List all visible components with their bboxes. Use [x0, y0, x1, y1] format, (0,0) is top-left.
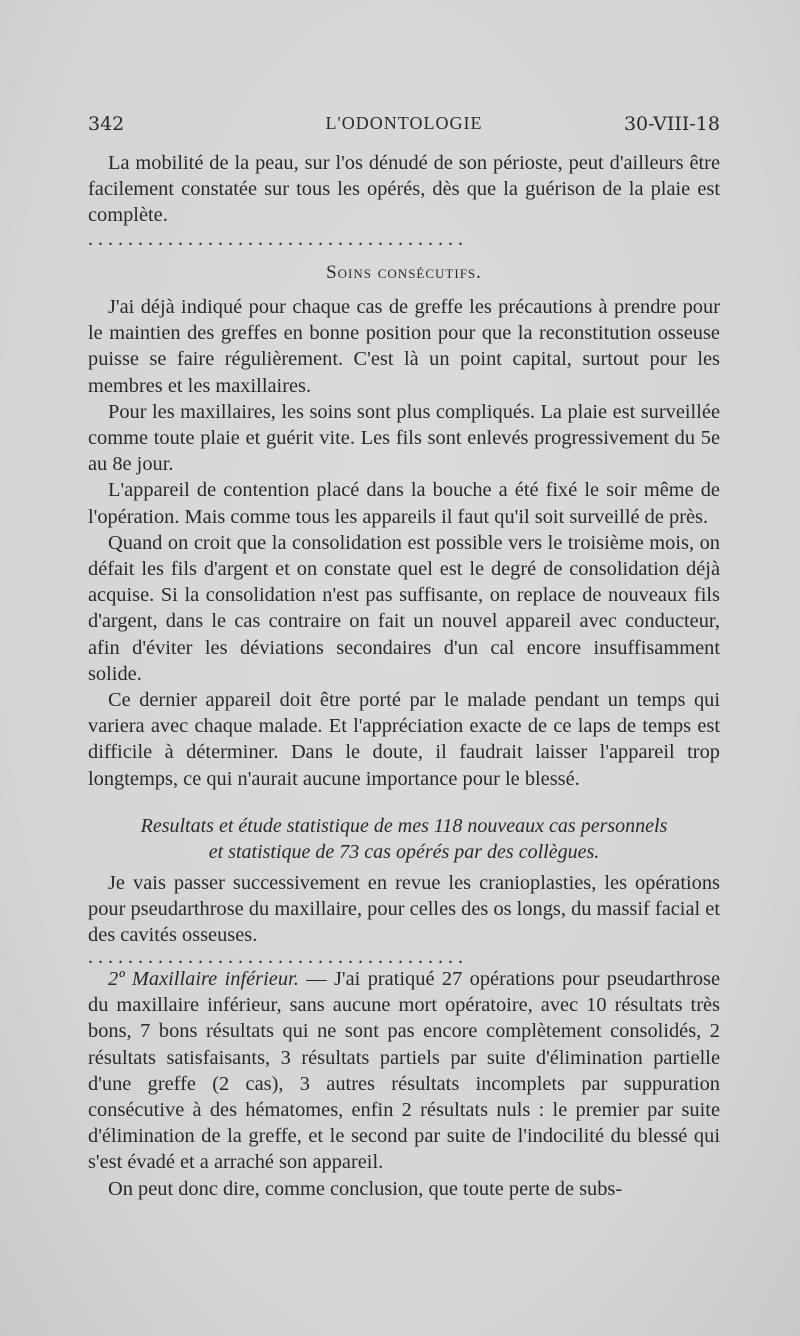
issue-date: 30-VIII-18 — [623, 113, 720, 135]
maxillaire-paragraph — [88, 966, 720, 1176]
results-block — [88, 870, 720, 949]
soins-paragraph-5: Ce dernier appareil doit être porté par le malade pendant un temps qui variera avec chaque malade. Et l'appréciation exacte de ce laps de temps est difficile à déterminer. Dans le doute, il faudrait laisser l'appareil trop longtemps, ce qui n'aurait aucune importance pour le blessé. — [88, 689, 720, 790]
results-title-line-2: et statistique de 73 cas opérés par des collègues. — [208, 841, 600, 863]
intro-paragraph: La mobilité de la peau, sur l'os dénudé de son périoste, peut d'ailleurs être facilement constatée sur tous les opérés, dès que la guérison de la plaie est complète. — [88, 152, 720, 227]
page-header — [88, 113, 720, 143]
maxillaire-text: — J'ai pratiqué 27 opérations pour pseudarthrose du maxillaire inférieur, sans aucune mort opératoire, avec 10 résultats très bons, 7 bons résultats qui ne sont pas encore complètement consolidés, 2 résultats satisfaisants, 3 résultats partiels par suite d'élimination partielle d'une greffe (2 cas), 3 autres résultats incomplets par suppuration consécutive à des hématomes, enfin 2 résultats nuls : le premier par suite d'élimination de la greffe, et le second par suite de l'indocilité du blessé qui s'est évadé et a arraché son appareil. — [88, 968, 720, 1174]
conclusion-paragraph: On peut donc dire, comme conclusion, que toute perte de subs- — [108, 1177, 623, 1200]
ellipsis-divider: . . . . . . . . . . . . . . . . . . . . . . . . . . . . . . . . . . . . . . — [88, 228, 463, 250]
results-paragraph: Je vais passer successivement en revue les cranioplasties, les opérations pour pseudarthrose du maxillaire, pour celles des os longs, du massif facial et des cavités osseuses. — [88, 872, 720, 947]
soins-paragraph-1: J'ai déjà indiqué pour chaque cas de greffe les précautions à prendre pour le maintien des greffes en bonne position pour que la reconstitution osseuse puisse se faire régulièrement. C'est là un point capital, surtout pour les membres et les maxillaires. — [88, 296, 720, 397]
soins-paragraph-4: Quand on croit que la consolidation est possible vers le troisième mois, on défait les fils d'argent et on constate quel est le degré de consolidation déjà acquise. Si la consolidation n'est pas suffisante, on replace de nouveaux fils d'argent, dans le cas contraire on fait un nouvel appareil avec conducteur, afin d'éviter les déviations secondaires d'un cal encore insuffisamment solide. — [88, 531, 720, 685]
ellipsis-divider-2: . . . . . . . . . . . . . . . . . . . . . . . . . . . . . . . . . . . . . . — [88, 946, 463, 968]
results-title-line-1: Resultats et étude statistique de mes 118 nouveaux cas personnels — [140, 815, 668, 837]
journal-title: L'ODONTOLOGIE — [325, 113, 483, 133]
maxillaire-label: 2º Maxillaire inférieur. — [108, 968, 299, 990]
results-title — [88, 813, 720, 865]
soins-paragraph-3: L'appareil de contention placé dans la bouche a été fixé le soir même de l'opération. Mais comme tous les appareils il faut qu'il soit surveillé de près. — [88, 479, 720, 528]
section-title: Soins consécutifs. — [326, 262, 482, 283]
soins-paragraph-2: Pour les maxillaires, les soins sont plus compliqués. La plaie est surveillée comme toute plaie et guérit vite. Les fils sont enlevés progressivement du 5e au 8e jour. — [88, 400, 720, 476]
maxillaire-block — [88, 966, 720, 1202]
soins-block — [88, 294, 720, 792]
intro-block — [88, 150, 720, 229]
page-number: 342 — [88, 113, 125, 135]
